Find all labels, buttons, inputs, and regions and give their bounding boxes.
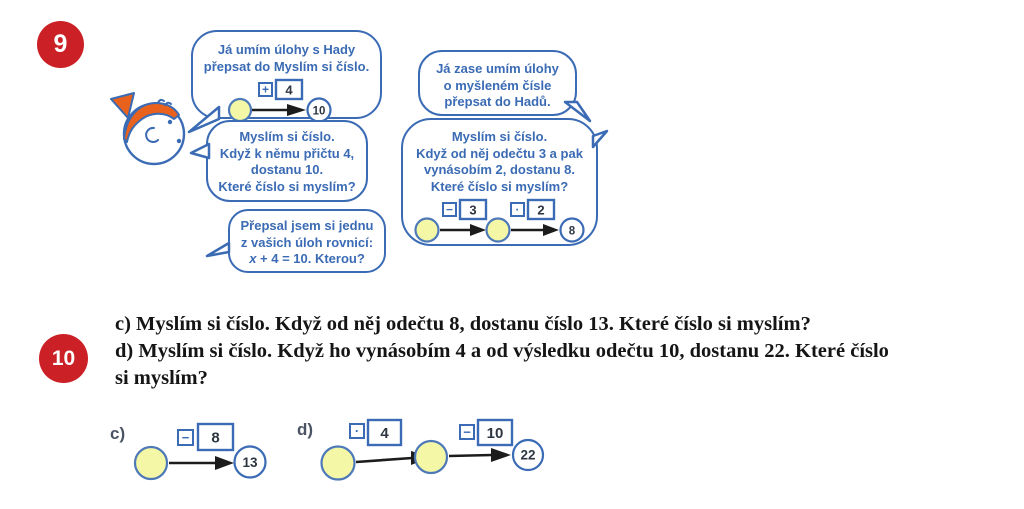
operator-symbol: · <box>354 423 360 439</box>
operator-symbol: − <box>181 430 190 445</box>
result-value: 10 <box>312 105 325 118</box>
middle-circle <box>486 219 509 242</box>
bubble-line: o myšleném čísle <box>443 77 552 93</box>
exercise-10-text <box>115 311 985 392</box>
start-circle <box>229 99 251 121</box>
number-value: 10 <box>486 425 504 442</box>
arrow-head <box>491 448 511 462</box>
number-value: 8 <box>211 429 220 447</box>
bubble-line: vynásobím 2, dostanu 8. <box>424 162 575 177</box>
eye <box>168 120 172 124</box>
middle-circle <box>415 441 447 473</box>
operator-symbol: − <box>463 424 471 440</box>
diagram-c-label: c) <box>110 424 126 443</box>
bubble-line: přepsat do Hadů. <box>444 94 551 109</box>
bubble2-tail <box>188 141 212 163</box>
bubble-line: přepsat do Myslím si číslo. <box>203 59 370 74</box>
bubble-line: Přepsal jsem si jednu <box>240 218 374 233</box>
bubble-line: Myslím si číslo. <box>239 129 335 144</box>
equation-line <box>230 251 384 268</box>
bubble-line: z vašich úloh rovnicí: <box>240 234 374 250</box>
number-value: 4 <box>284 82 293 98</box>
speech-bubble-hadu <box>418 50 577 116</box>
result-value: 22 <box>520 447 536 463</box>
start-circle <box>415 219 438 242</box>
arrow-line <box>449 455 492 456</box>
task-c-text: c) Myslím si číslo. Když od něj odečtu 8, dostanu číslo 13. Které číslo si myslím? <box>115 313 811 335</box>
snake-diagram-d <box>319 417 551 481</box>
bubble-line: Myslím si číslo. <box>451 129 548 144</box>
exercise-10-badge <box>39 334 88 383</box>
bubble-line: Já zase umím úlohy <box>436 61 559 76</box>
equation-variable: x <box>249 251 257 266</box>
bubble-line: Které číslo si myslím? <box>430 178 569 194</box>
arrow-head <box>470 224 486 236</box>
exercise-10-number: 10 <box>51 346 76 370</box>
equation-rest: + 4 = 10. Kterou? <box>256 251 365 266</box>
snake-diagram-minus3-times2 <box>414 197 586 243</box>
number-value: 2 <box>536 202 545 218</box>
bubble5-tail <box>590 127 610 151</box>
task-d-text: d) Myslím si číslo. Když ho vynásobím 4 a od výsledku odečtu 10, dostanu 22. Které číslo <box>115 340 889 362</box>
snake-diagram-plus4 <box>227 77 347 123</box>
start-circle <box>322 447 355 480</box>
result-value: 8 <box>568 225 575 238</box>
bubble-line: Které číslo si myslím? <box>218 178 356 194</box>
bubble-line: dostanu 10. <box>250 162 324 177</box>
exercise-9-badge <box>37 21 84 68</box>
speech-bubble-equation <box>228 209 386 273</box>
snake-diagram-c <box>132 420 272 482</box>
exercise-9-number: 9 <box>53 30 68 58</box>
operator-symbol: + <box>261 82 269 97</box>
operator-symbol: · <box>515 202 519 217</box>
result-value: 13 <box>242 455 258 470</box>
mouth <box>177 139 181 143</box>
bubble3-tail <box>204 240 232 260</box>
bubble-line: Když od něj odečtu 3 a pak <box>416 145 583 161</box>
bubble1-tail <box>186 104 222 136</box>
bubble-line: Já umím úlohy s Hady <box>217 42 356 57</box>
bubble-line: Když k němu přičtu 4, <box>219 145 355 161</box>
operator-symbol: − <box>445 202 453 217</box>
start-circle <box>135 447 167 479</box>
diagram-d-label: d) <box>297 420 314 439</box>
number-value: 3 <box>468 202 477 218</box>
task-d-text-continued: si myslím? <box>115 367 208 389</box>
arrow-head <box>287 104 306 116</box>
number-value: 4 <box>380 425 389 442</box>
speech-bubble-myslim-minus3-times2 <box>401 118 598 246</box>
arrow-line <box>356 458 412 462</box>
arrow-head <box>543 224 559 236</box>
arrow-head <box>215 456 234 470</box>
speech-bubble-myslim-plus4 <box>206 120 368 202</box>
bubble4-tail <box>560 99 594 125</box>
